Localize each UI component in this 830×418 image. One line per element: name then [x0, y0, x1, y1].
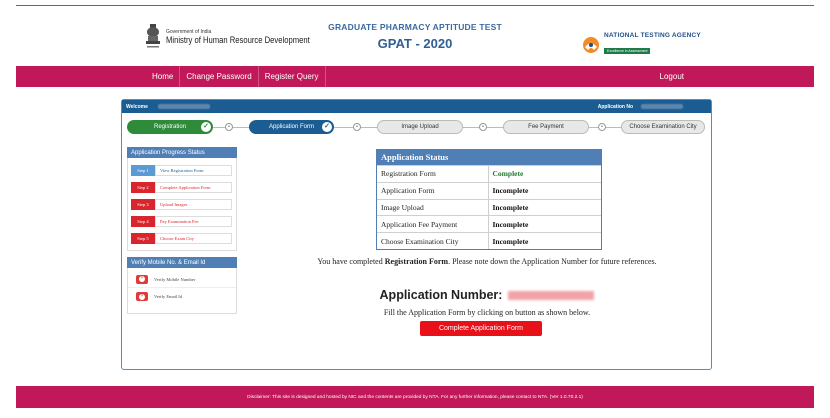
progress-item-step2[interactable] — [128, 179, 236, 196]
fill-instruction: Fill the Application Form by clicking on button as shown below. — [383, 308, 591, 317]
nta-emblem-icon — [582, 36, 600, 54]
main-panel — [121, 99, 712, 370]
step-badge: Step 4 — [131, 216, 155, 227]
table-row — [377, 216, 601, 233]
message-bold: Registration Form — [384, 257, 449, 266]
progress-item-step5[interactable] — [128, 230, 236, 247]
step-label: Application Form — [268, 124, 315, 130]
step-application-form[interactable] — [249, 120, 334, 134]
table-row — [377, 182, 601, 199]
step-dot-icon: • — [598, 123, 606, 131]
logout-link[interactable]: Logout — [659, 72, 684, 81]
step-badge: Step 3 — [131, 199, 155, 210]
step-label: Image Upload — [401, 124, 439, 130]
ministry-small-label: Government of India — [166, 28, 212, 35]
progress-item-label: Choose Exam City — [155, 233, 232, 244]
status-item: Image Upload — [377, 199, 488, 216]
progress-item-step1[interactable] — [128, 162, 236, 179]
status-item: Registration Form — [377, 166, 488, 183]
progress-status-list — [127, 158, 237, 251]
verify-heading: Verify Mobile No. & Email Id — [127, 257, 237, 268]
exam-subtitle: GRADUATE PHARMACY APTITUDE TEST — [328, 22, 502, 32]
main-nav — [16, 66, 814, 87]
step-image-upload[interactable] — [377, 120, 463, 134]
verify-mobile-item[interactable] — [128, 271, 236, 288]
application-number-label: Application Number: — [379, 288, 503, 302]
candidate-name-redacted — [158, 104, 210, 109]
table-row — [377, 166, 601, 183]
welcome-label: Welcome — [126, 103, 148, 110]
step-dot-icon: • — [353, 123, 361, 131]
step-fee-payment[interactable] — [503, 120, 589, 134]
step-label: Fee Payment — [528, 124, 564, 130]
close-icon: × — [136, 292, 148, 301]
step-label: Choose Examination City — [629, 124, 697, 130]
nav-register-query[interactable]: Register Query — [259, 66, 326, 87]
step-dot-icon: • — [225, 123, 233, 131]
site-header — [0, 8, 830, 66]
message-suffix: . Please note down the Application Number for future references. — [448, 257, 657, 266]
exam-title: GPAT - 2020 — [377, 36, 453, 51]
step-dot-icon: • — [479, 123, 487, 131]
complete-application-form-button[interactable]: Complete Application Form — [420, 321, 542, 336]
application-number-redacted — [508, 291, 594, 300]
ministry-name: Ministry of Human Resource Development — [166, 34, 310, 45]
status-value: Complete — [488, 166, 601, 183]
application-no-label: Application No — [597, 103, 633, 110]
footer-disclaimer: Disclaimer: This site is designed and hosted by NIC and the contents are provided by NTA. For any further information, please contact to NTA. (Ver 1.0.70.2.1) — [16, 386, 814, 408]
verify-email-label: Verify Email Id — [154, 294, 182, 299]
step-badge: Step 5 — [131, 233, 155, 244]
step-label: Registration — [153, 124, 186, 130]
nav-change-password[interactable]: Change Password — [180, 66, 258, 87]
status-value: Incomplete — [488, 182, 601, 199]
application-no-redacted — [641, 104, 683, 109]
status-table-title: Application Status — [377, 150, 601, 165]
nav-home[interactable]: Home — [146, 66, 180, 87]
message-prefix: You have completed — [317, 257, 385, 266]
nta-tagline: Excellence in Assessment — [604, 48, 650, 54]
verify-mobile-label: Verify Mobile Number — [154, 276, 196, 282]
status-value: Incomplete — [488, 199, 601, 216]
progress-item-label: Upload Images — [155, 199, 232, 210]
nta-logo — [582, 32, 701, 57]
progress-item-step4[interactable] — [128, 213, 236, 230]
nta-name: NATIONAL TESTING AGENCY — [604, 32, 701, 39]
step-badge: Step 1 — [131, 165, 155, 176]
step-choose-exam-city[interactable] — [621, 120, 705, 134]
step-registration[interactable] — [127, 120, 213, 134]
progress-item-label: Pay Examination Fee — [155, 216, 232, 227]
progress-item-step3[interactable] — [128, 196, 236, 213]
progress-item-label: Complete Application Form — [155, 182, 232, 193]
table-row — [377, 199, 601, 216]
close-icon: × — [136, 275, 148, 284]
step-badge: Step 2 — [131, 182, 155, 193]
panel-header — [122, 100, 711, 113]
top-rule — [16, 5, 814, 6]
verify-email-item[interactable] — [128, 288, 236, 305]
progress-status-heading: Application Progress Status — [127, 147, 237, 158]
table-row — [377, 233, 601, 250]
verify-list — [127, 268, 237, 314]
checkmark-icon: ✓ — [322, 122, 332, 132]
completion-message — [242, 257, 732, 266]
status-item: Application Fee Payment — [377, 216, 488, 233]
status-value: Incomplete — [488, 233, 601, 250]
status-value: Incomplete — [488, 216, 601, 233]
status-item: Application Form — [377, 182, 488, 199]
progress-item-label: View Registration Form — [155, 165, 232, 176]
step-progress — [127, 120, 707, 134]
status-item: Choose Examination City — [377, 233, 488, 250]
checkmark-icon: ✓ — [201, 122, 211, 132]
application-number — [242, 288, 732, 302]
application-status-table — [376, 149, 602, 250]
